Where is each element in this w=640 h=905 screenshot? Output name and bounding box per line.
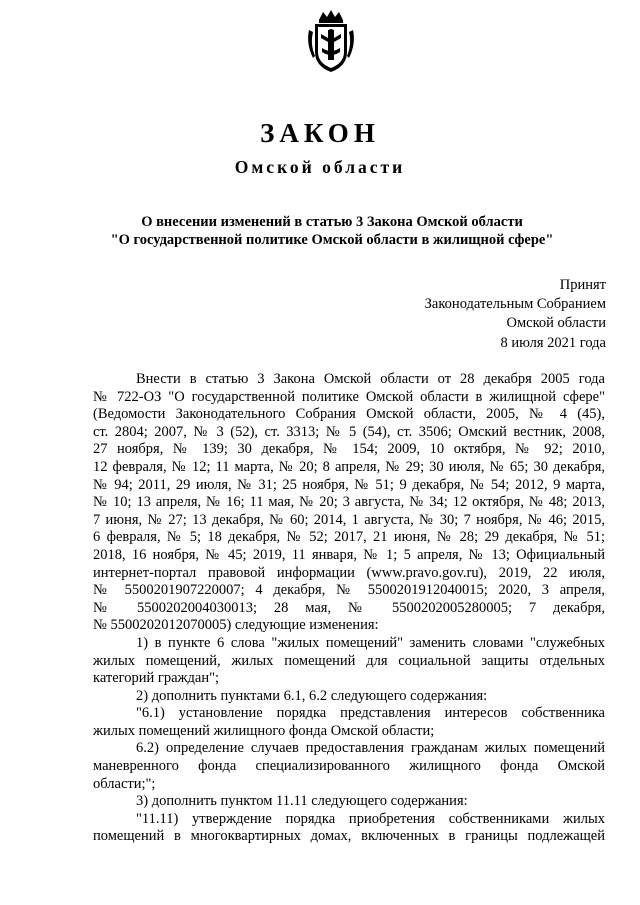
text-line: категорий граждан"; xyxy=(93,670,220,687)
law-body-text xyxy=(93,371,605,846)
law-region: Омской области xyxy=(234,157,406,177)
text-line: "11.11) утверждение порядка приобретения собственниками жилых xyxy=(136,810,605,827)
subject-line-1: О внесении изменений в статью 3 Закона Омской области xyxy=(141,214,523,230)
text-line: № 5500201907220007; 4 декабря, № 5500201912040015; 2020, 3 апреля, xyxy=(93,582,605,599)
text-line: № 5500202012070005) следующие изменения: xyxy=(93,617,379,634)
text-line: Внести в статью 3 Закона Омской области от 28 декабря 2005 года xyxy=(136,371,605,387)
adopted-body: Законодательным Собранием xyxy=(424,296,606,312)
text-line: 3) дополнить пунктом 11.11 следующего содержания: xyxy=(136,793,468,810)
text-line: жилых помещений жилищного фонда Омской области; xyxy=(93,722,435,739)
text-line: жилых помещений, жилых помещений для социальной защиты отдельных xyxy=(93,652,605,669)
text-line: маневренного фонда специализированного жилищного фонда Омской xyxy=(93,758,605,775)
adopted-label: Принят xyxy=(559,277,606,293)
text-line: интернет-портал правовой информации (www.pravo.gov.ru), 2019, 22 июля, xyxy=(93,564,605,581)
adopted-region: Омской области xyxy=(506,315,606,331)
text-line: № 5500202004030013; 28 мая, № 5500202005280005; 7 декабря, xyxy=(93,599,605,616)
text-line: "6.1) установление порядка представления интересов собственника xyxy=(136,705,605,722)
subject-line-2: "О государственной политике Омской области в жилищной сфере" xyxy=(110,232,554,248)
text-line: 1) в пункте 6 слова "жилых помещений" заменить словами "служебных xyxy=(136,634,605,651)
text-line: № 94; 2011, 29 июля, № 31; 25 ноября, № 51; 9 декабря, № 54; 2012, 9 марта, xyxy=(93,476,605,493)
text-line: 7 июня, № 27; 13 декабря, № 60; 2014, 1 августа, № 30; 7 ноября, № 46; 2015, xyxy=(93,511,605,528)
text-line: № 10; 13 апреля, № 16; 11 мая, № 20; 3 августа, № 34; 12 октября, № 48; 2013, xyxy=(93,494,605,511)
text-line: (Ведомости Законодательного Собрания Омской области, 2005, № 4 (45), xyxy=(93,406,605,423)
adopted-date: 8 июля 2021 года xyxy=(500,335,606,351)
law-title: ЗАКОН xyxy=(260,118,380,148)
text-line: 6.2) определение случаев предоставления гражданам жилых помещений xyxy=(136,740,605,757)
text-line: 6 февраля, № 5; 18 декабря, № 52; 2017, 21 июня, № 28; 29 декабря, № 51; xyxy=(93,529,605,546)
text-line: области;"; xyxy=(93,775,156,792)
text-line: помещений в многоквартирных домах, включенных в границы подлежащей xyxy=(93,828,605,845)
text-line: 2018, 16 ноября, № 45; 2019, 11 января, № 1; 5 апреля, № 13; Официальный xyxy=(93,546,605,563)
text-line: 27 ноября, № 139; 30 декабря, № 154; 2009, 10 октября, № 92; 2010, xyxy=(93,441,605,458)
text-line: ст. 2804; 2007, № 3 (52), ст. 3313; № 5 (54), ст. 3506; Омский вестник, 2008, xyxy=(93,423,605,440)
text-line: 2) дополнить пунктами 6.1, 6.2 следующего содержания: xyxy=(136,687,488,704)
text-line: 12 февраля, № 12; 11 марта, № 20; 8 апреля, № 29; 30 июля, № 65; 30 декабря, xyxy=(93,458,605,475)
omsk-coat-of-arms-icon xyxy=(305,8,357,74)
text-line: № 722-ОЗ "О государственной политике Омской области в жилищной сфере" xyxy=(93,388,605,405)
